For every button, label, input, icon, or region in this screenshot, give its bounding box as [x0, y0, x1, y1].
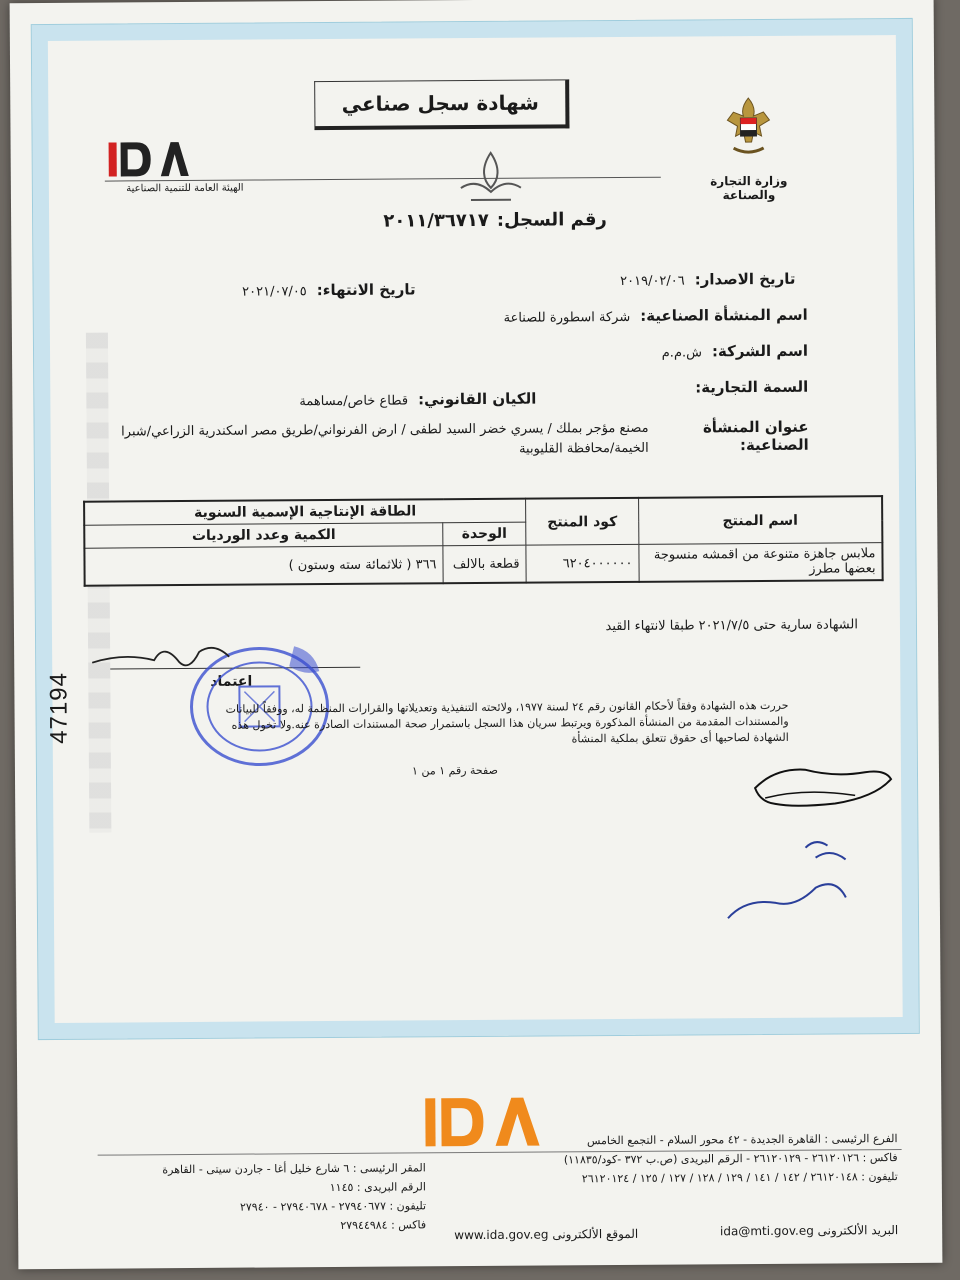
expiry-date-value: ٢٠٢١/٠٧/٠٥	[242, 284, 307, 300]
col-product-name: اسم المنتج	[639, 496, 883, 544]
products-table	[83, 495, 884, 587]
legal-entity-row	[299, 390, 536, 410]
address-row	[109, 418, 809, 463]
serial-number: 47194	[45, 671, 73, 744]
footer-email	[720, 1223, 898, 1238]
registration-label: رقم السجل:	[496, 209, 607, 231]
product-name-cell: ملابس جاهزة متنوعة من اقمشه منسوجة بعضها مطرز	[639, 543, 883, 582]
hq-fax: فاكس : ٢٧٩٤٤٩٨٤	[340, 1218, 427, 1232]
issue-date-row	[620, 270, 796, 289]
address-value: مصنع مؤجر بملك / يسري خضر السيد لطفى / ارض الفرنواني/طريق مصر اسكندرية الزراعي/شبرا الخيمة/محافظة القليوبية	[121, 420, 649, 457]
email-link[interactable]: ida@mti.gov.eg	[719, 1223, 814, 1239]
footer-website	[438, 1227, 638, 1242]
legal-entity-value: قطاع خاص/مساهمة	[299, 393, 409, 410]
certificate-title: شهادة سجل صناعي	[314, 79, 569, 130]
legal-entity-label: الكيان القانوني:	[417, 389, 537, 409]
table-row	[84, 543, 882, 586]
company-value: ش.م.م	[661, 345, 703, 361]
company-label: اسم الشركة:	[711, 341, 809, 361]
page-number: صفحة رقم ١ من ١	[411, 763, 498, 778]
validity-note: الشهادة سارية حتى ٢٠٢١/٧/٥ طبقا لانتهاء القيد	[605, 617, 859, 635]
product-unit-cell: قطعة بالالف	[443, 545, 526, 583]
registration-number	[341, 209, 641, 232]
footer-branch	[437, 1129, 897, 1189]
branch-phone: تليفون : ٢٦١٢٠١٤٨ / ١٤٢ / ١٤١ / ١٢٩ / ١٢٨ / ١٢٧ / ١٢٥ / ٢٦١٢٠١٢٤	[581, 1170, 898, 1186]
hq-address: المقر الرئيسى : ٦ شارع خليل أغا - جاردن سيتى - القاهرة	[162, 1161, 426, 1177]
col-capacity: الطاقة الإنتاجية الإسمية السنوية	[84, 499, 526, 526]
facility-label: اسم المنشأة الصناعية:	[640, 305, 808, 325]
company-row	[662, 342, 808, 361]
col-quantity: الكمية وعدد الورديات	[84, 523, 443, 549]
ida-logo	[105, 135, 265, 180]
ornament-icon	[441, 148, 541, 209]
table-header-row	[84, 496, 882, 525]
email-label: البريد الألكترونى	[817, 1223, 899, 1238]
ministry-block	[688, 96, 809, 203]
ministry-name: وزارة التجارة والصناعة	[710, 173, 788, 203]
product-code-cell: ٦٢٠٤٠٠٠٠٠٠	[526, 544, 639, 582]
product-quantity-cell: ٣٦٦ ( ثلاثمائة سته وستون )	[84, 546, 443, 586]
ida-logo-block	[105, 135, 265, 194]
registration-value: ٢٠١١/٣٦٧١٧	[383, 209, 489, 232]
facility-row	[504, 306, 808, 326]
egypt-eagle-icon	[723, 96, 773, 162]
website-link[interactable]: www.ida.gov.eg	[454, 1227, 549, 1243]
branch-address: الفرع الرئيسى : القاهرة الجديدة - ٤٢ محور السلام - التجمع الخامس	[586, 1132, 898, 1148]
issue-date-label: تاريخ الاصدار:	[694, 269, 796, 289]
trade-name-label: السمة التجارية:	[695, 377, 809, 397]
hq-postal: الرقم البريدى : ١١٤٥	[329, 1180, 426, 1195]
col-product-code: كود المنتج	[526, 498, 639, 545]
address-label: عنوان المنشأة الصناعية:	[702, 417, 809, 455]
legal-statement: حررت هذه الشهادة وفقاً لأحكام القانون رقم ٢٤ لسنة ١٩٧٧، ولائحته التنفيذية وتعديلاتها والقرارات المنظمة له، ووفقاً للبيانات والمستندات المقدمة من المنشأة المذكورة ويرتبط سريان هذا السجل باستمرار صحة المستندات الصادرة عنه.ولا تخول هذه الشهادة لصاحبها أى حقوق تتعلق بملكية المنشأة	[225, 698, 789, 746]
col-unit: الوحدة	[443, 522, 526, 546]
issue-date-value: ٢٠١٩/٠٢/٠٦	[620, 273, 685, 289]
ida-logo-mark	[105, 136, 195, 181]
approval-label: اعتماد	[210, 673, 253, 690]
trade-name-row	[685, 378, 808, 397]
branch-fax: فاكس : ٢٦١٢٠١٢٦ - ٢٦١٢٠١٢٩ - الرقم البريدى (ص.ب ٣٧٢ -كود/١١٨٣٥)	[563, 1151, 898, 1167]
expiry-date-label: تاريخ الانتهاء:	[316, 280, 416, 300]
authority-name: الهيئة العامة للتنمية الصناعية	[105, 179, 265, 194]
footer-hq	[96, 1158, 427, 1236]
certificate-page	[10, 0, 943, 1269]
website-label: الموقع الألكترونى	[552, 1226, 639, 1242]
facility-value: شركة اسطورة للصناعة	[503, 309, 631, 326]
expiry-date-row	[242, 280, 416, 299]
hq-phone: تليفون : ٢٧٩٤٠٦٧٧ - ٢٧٩٤٠٦٧٨ - ٢٧٩٤٠	[239, 1199, 427, 1214]
